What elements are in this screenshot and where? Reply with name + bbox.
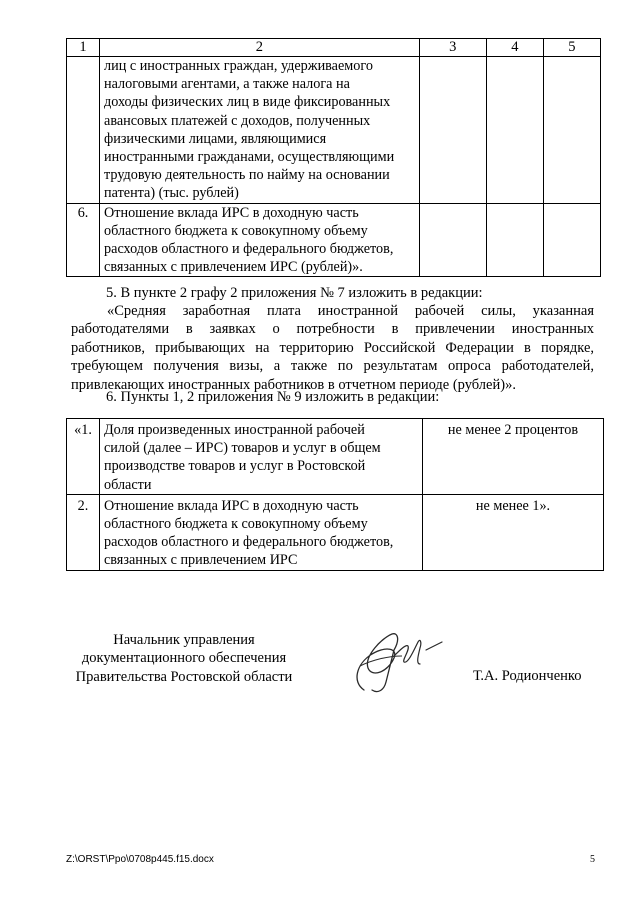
description-line: патента) (тыс. рублей) <box>104 185 239 202</box>
description-line: доходы физических лиц в виде фиксированных <box>104 94 391 111</box>
description-line: связанных с привлечением ИРС (рублей)». <box>104 259 363 276</box>
file-path-footer: Z:\ORST\Ppo\0708p445.f15.docx <box>66 854 214 865</box>
indicator-description-cell <box>100 203 420 277</box>
empty-cell <box>486 57 543 204</box>
handwritten-signature <box>342 620 462 710</box>
signatory-title-line: Правительства Ростовской области <box>75 668 293 685</box>
header-col-3: 3 <box>419 39 486 57</box>
row-number-cell: 6. <box>67 203 100 277</box>
description-line: областного бюджета к совокупному объему <box>104 222 368 239</box>
table-row <box>67 57 601 204</box>
row-number-cell <box>67 57 100 204</box>
empty-cell <box>419 203 486 277</box>
empty-cell <box>419 57 486 204</box>
indicator-description-cell <box>100 57 420 204</box>
indicator-value-cell: не менее 1». <box>423 494 604 570</box>
page-number: 5 <box>590 854 595 865</box>
quote-line: работников, прибывающих на территорию Российской Федерации в порядке, <box>71 339 594 356</box>
indicator-value-cell: не менее 2 процентов <box>423 419 604 495</box>
table-row <box>67 203 601 277</box>
description-line: Отношение вклада ИРС в доходную часть <box>104 204 359 221</box>
table-row <box>67 494 604 570</box>
signatory-title-line: Начальник управления <box>113 632 255 648</box>
signatory-name: Т.А. Родионченко <box>473 668 582 684</box>
table-row <box>67 419 604 495</box>
description-line: силой (далее – ИРС) товаров и услуг в общем <box>104 440 381 457</box>
appendix-9-table <box>66 418 604 571</box>
description-line: трудовую деятельность по найму на основании <box>104 167 390 184</box>
description-line: связанных с привлечением ИРС <box>104 552 298 569</box>
header-col-5: 5 <box>543 39 600 57</box>
indicators-table-continued <box>66 38 601 277</box>
section-5-intro: 5. В пункте 2 графу 2 приложения № 7 изложить в редакции: <box>106 285 483 301</box>
header-col-2: 2 <box>100 39 420 57</box>
description-line: области <box>104 476 152 493</box>
description-line: производстве товаров и услуг в Ростовской <box>104 458 366 475</box>
description-line: иностранными гражданами, осуществляющими <box>104 149 395 166</box>
description-line: налоговыми агентами, а также налога на <box>104 76 350 93</box>
description-line: авансовых платежей с доходов, полученных <box>104 112 371 129</box>
indicator-description-cell <box>100 419 423 495</box>
signatory-title-line: документационного обеспечения <box>81 650 287 667</box>
quote-line: требующем получения визы, а также по результатам опроса работодателей, <box>71 358 594 375</box>
description-line: Доля произведенных иностранной рабочей <box>104 422 365 438</box>
quote-line: работодателями в заявках о потребности в привлечении иностранных <box>71 321 594 338</box>
row-number-cell: «1. <box>67 419 100 495</box>
quote-line: привлекающих иностранных работников в отчетном периоде (рублей)». <box>71 376 516 393</box>
empty-cell <box>543 57 600 204</box>
section-6-intro: 6. Пункты 1, 2 приложения № 9 изложить в редакции: <box>106 389 440 405</box>
indicator-description-cell <box>100 494 423 570</box>
header-col-1: 1 <box>67 39 100 57</box>
signatory-title <box>66 631 302 686</box>
section-5-quote <box>71 302 594 394</box>
empty-cell <box>543 203 600 277</box>
description-line: Отношение вклада ИРС в доходную часть <box>104 497 359 514</box>
header-col-4: 4 <box>486 39 543 57</box>
quote-line: «Средняя заработная плата иностранной рабочей силы, указанная <box>107 303 594 319</box>
table-header-row <box>67 39 601 57</box>
description-line: лиц с иностранных граждан, удерживаемого <box>104 58 373 74</box>
description-line: физическими лицами, являющимися <box>104 130 327 147</box>
description-line: расходов областного и федерального бюджетов, <box>104 534 394 551</box>
description-line: расходов областного и федерального бюджетов, <box>104 241 394 258</box>
row-number-cell: 2. <box>67 494 100 570</box>
description-line: областного бюджета к совокупному объему <box>104 516 368 533</box>
empty-cell <box>486 203 543 277</box>
